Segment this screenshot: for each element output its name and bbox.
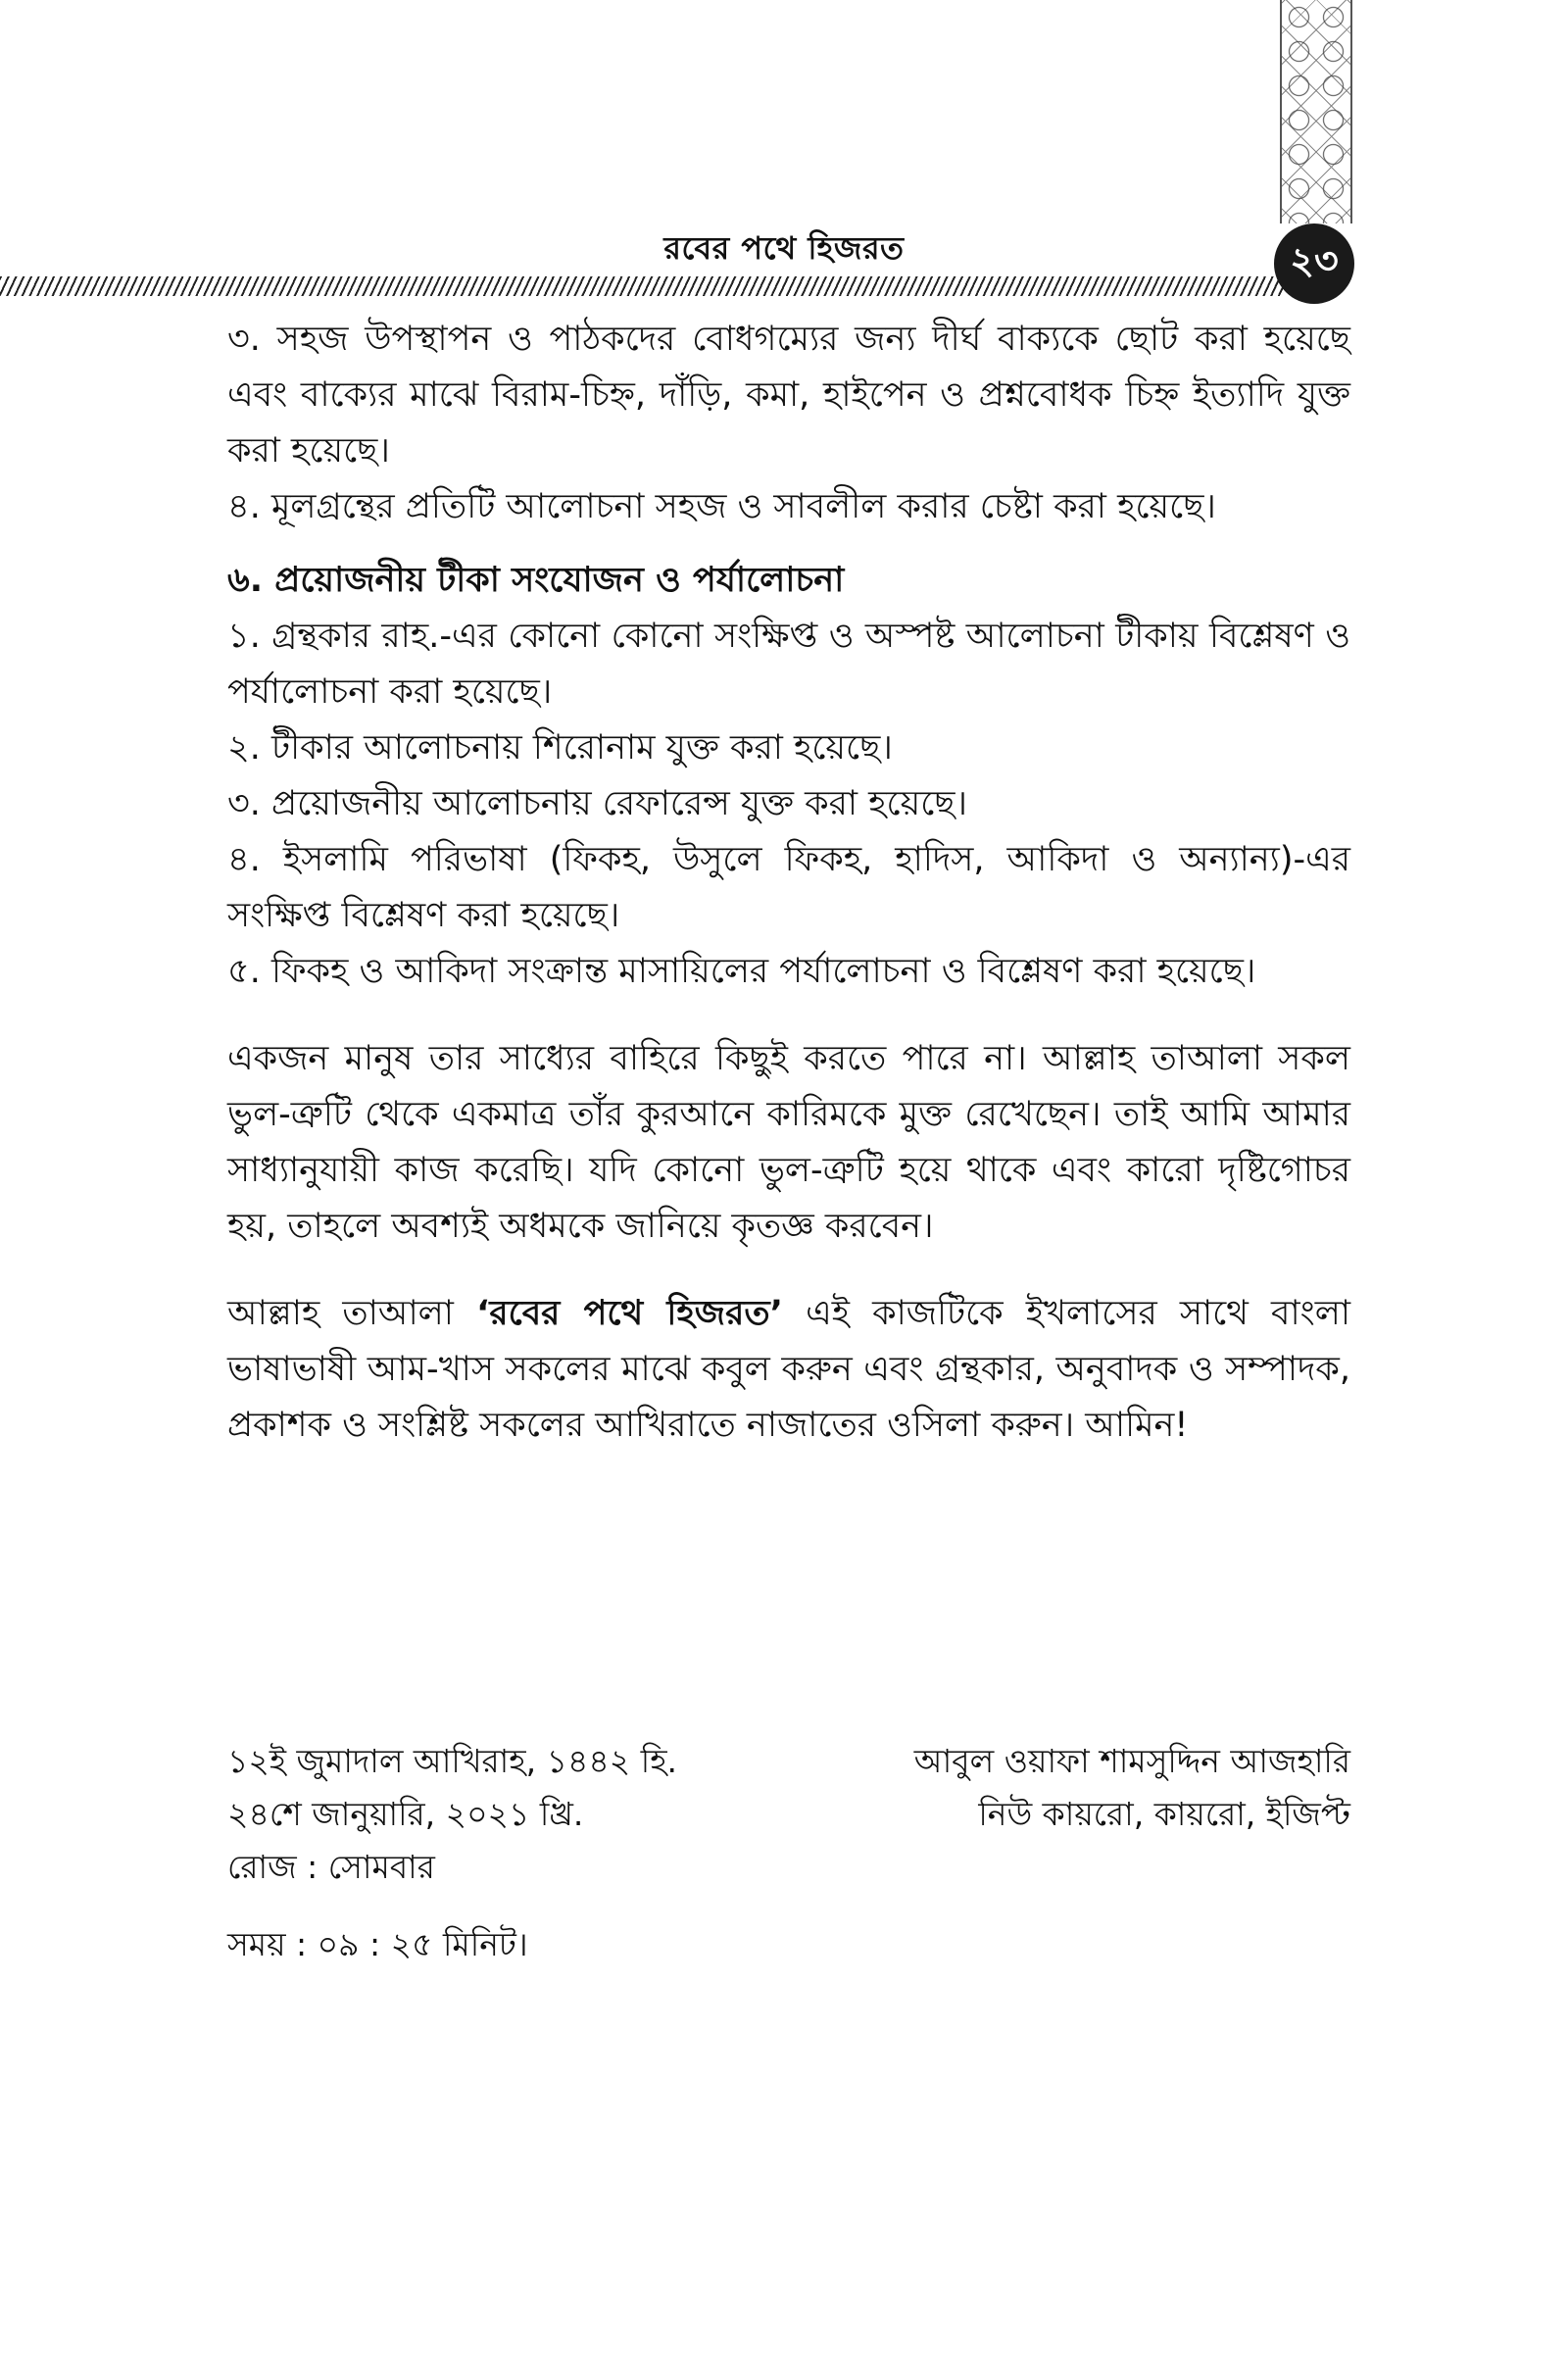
time-stamp: সময় : ০৯ : ২৫ মিনিট। — [227, 1925, 528, 1963]
gregorian-date: ২৪শে জানুয়ারি, ২০২১ খ্রি. — [227, 1795, 584, 1833]
author-name: আবুল ওয়াফা শামসুদ্দিন আজহারি — [913, 1742, 1350, 1780]
list-item: ৩. প্রয়োজনীয় আলোচনায় রেফারেন্স যুক্ত করা হয়েছে। — [227, 784, 968, 823]
book-title-emphasis: ‘রবের পথে হিজরত’ — [476, 1294, 783, 1333]
section-heading: ৬. প্রয়োজনীয় টীকা সংযোজন ও পর্যালোচনা — [227, 561, 845, 600]
paragraph: আল্লাহ তাআলা ‘রবের পথে হিজরত’ এই কাজটিকে ইখলাসের সাথে বাংলা ভাষাভাষী আম-খাস সকলের মাঝে কবুল করুন এবং গ্রন্থকার, অনুবাদক ও সম্পাদক, প্রকাশক ও সংশ্লিষ্ট সকলের আখিরাতে নাজাতের ওসিলা করুন। আমিন! — [227, 1294, 1350, 1445]
page-body — [227, 312, 1350, 1454]
signature-block — [227, 1735, 1350, 1894]
running-header-title: রবের পথে হিজরত — [663, 229, 905, 267]
author-location: নিউ কায়রো, কায়রো, ইজিপ্ট — [978, 1795, 1350, 1833]
list-item: ৩. সহজ উপস্থাপন ও পাঠকদের বোধগম্যের জন্য দীর্ঘ বাক্যকে ছোট করা হয়েছে এবং বাক্যের মাঝে বিরাম-চিহ্ন, দাঁড়ি, কমা, হাইপেন ও প্রশ্নবোধক চিহ্ন ইত্যাদি যুক্ত করা হয়েছে। — [227, 320, 1350, 471]
paragraph: একজন মানুষ তার সাধ্যের বাহিরে কিছুই করতে পারে না। আল্লাহ তাআলা সকল ভুল-ত্রুটি থেকে একমাত্র তাঁর কুরআনে কারিমকে মুক্ত রেখেছেন। তাই আমি আমার সাধ্যানুযায়ী কাজ করেছি। যদি কোনো ভুল-ত্রুটি হয়ে থাকে এবং কারো দৃষ্টিগোচর হয়, তাহলে অবশ্যই অধমকে জানিয়ে কৃতজ্ঞ করবেন। — [227, 1039, 1350, 1246]
list-item: ২. টীকার আলোচনায় শিরোনাম যুক্ত করা হয়েছে। — [227, 728, 893, 768]
decorative-ornament-strip — [1280, 0, 1352, 223]
list-item: ৪. ইসলামি পরিভাষা (ফিকহ, উসুলে ফিকহ, হাদিস, আকিদা ও অন্যান্য)-এর সংক্ষিপ্ত বিশ্লেষণ করা হয়েছে। — [227, 840, 1350, 935]
hijri-date: ১২ই জুমাদাল আখিরাহ, ১৪৪২ হি. — [227, 1742, 678, 1780]
header-hatch-rule — [0, 276, 1284, 296]
weekday: রোজ : সোমবার — [227, 1848, 435, 1886]
list-item: ১. গ্রন্থকার রাহ.-এর কোনো কোনো সংক্ষিপ্ত ও অস্পষ্ট আলোচনা টীকায় বিশ্লেষণ ও পর্যালোচনা করা হয়েছে। — [227, 617, 1350, 712]
page-number-badge: ২৩ — [1274, 223, 1354, 304]
list-item: ৪. মূলগ্রন্থের প্রতিটি আলোচনা সহজ ও সাবলীল করার চেষ্টা করা হয়েছে। — [227, 487, 1216, 526]
list-item: ৫. ফিকহ ও আকিদা সংক্রান্ত মাসায়িলের পর্যালোচনা ও বিশ্লেষণ করা হয়েছে। — [227, 952, 1256, 991]
